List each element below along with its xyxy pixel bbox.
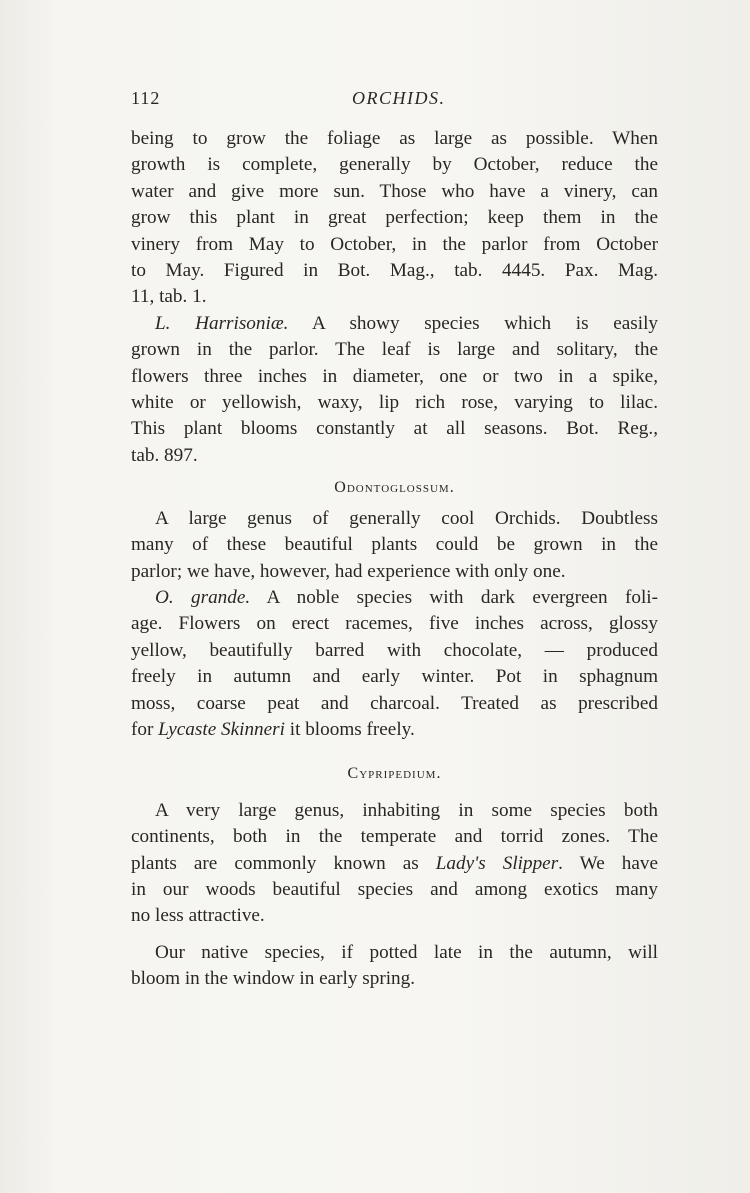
text-line: white or yellowish, waxy, lip rich rose, varying to lilac.: [131, 392, 658, 414]
paragraph-gap: [131, 930, 658, 940]
text-line: tab. 897.: [131, 444, 198, 466]
text-line: freely in autumn and early winter. Pot in sphagnum: [131, 666, 658, 688]
text-line: continents, both in the temperate and torrid zones. The: [131, 826, 658, 848]
text-line: moss, coarse peat and charcoal. Treated as prescribed: [131, 692, 658, 714]
paragraph-harrisoniae: [131, 311, 658, 469]
text-line: [131, 585, 658, 611]
body-text: [131, 126, 658, 993]
text-line: many of these beautiful plants could be grown in the: [131, 534, 658, 556]
page-number: 112: [131, 88, 161, 108]
text-line: [131, 851, 658, 877]
text-fragment: it blooms freely.: [284, 718, 415, 740]
text-line: A large genus of generally cool Orchids. Doubtless: [155, 507, 658, 529]
running-head: ORCHIDS.: [352, 88, 446, 108]
text-line: [131, 311, 658, 337]
text-line: being to grow the foliage as large as possible. When: [131, 128, 658, 149]
section-heading-cypripedium: Cypripedium.: [347, 765, 442, 783]
paragraph-grande: [131, 585, 658, 743]
text-line: parlor; we have, however, had experience with only one.: [131, 560, 566, 582]
text-fragment: for: [131, 718, 159, 740]
text-line: This plant blooms constantly at all seasons. Bot. Reg.,: [131, 418, 658, 440]
paragraph-odontoglossum: [131, 506, 658, 585]
text-line: A very large genus, inhabiting in some species both: [155, 799, 658, 821]
text-line: age. Flowers on erect racemes, five inches across, glossy: [131, 613, 658, 635]
text-line: grow this plant in great perfection; keep them in the: [131, 207, 658, 229]
text-line: vinery from May to October, in the parlor from October: [131, 233, 658, 255]
text-line: grown in the parlor. The leaf is large and solitary, the: [131, 339, 658, 361]
text-line: to May. Figured in Bot. Mag., tab. 4445. Pax. Mag.: [131, 260, 658, 282]
text-fragment: plants are commonly known as: [131, 852, 436, 874]
text-line: [131, 717, 658, 743]
text-line: yellow, beautifully barred with chocolate, — produced: [131, 639, 658, 661]
text-line: bloom in the window in early spring.: [131, 968, 416, 990]
page-header: [131, 88, 651, 114]
paragraph-native-species: [131, 940, 658, 993]
text-line: no less attractive.: [131, 905, 265, 927]
paragraph-cypripedium: [131, 798, 658, 930]
text-fragment: A noble species with dark evergreen foli-: [250, 586, 658, 608]
text-line: 11, tab. 1.: [131, 286, 207, 308]
text-fragment: . We have: [558, 852, 658, 874]
text-line: flowers three inches in diameter, one or two in a spike,: [131, 365, 658, 387]
species-reference: Lycaste Skinneri: [158, 718, 285, 740]
text-line: in our woods beautiful species and among exotics many: [131, 878, 658, 900]
species-name: L. Harrisoniæ.: [155, 312, 289, 334]
common-name: Lady's Slipper: [435, 852, 559, 874]
paragraph-foliage: [131, 126, 658, 311]
text-line: growth is complete, generally by October, reduce the: [131, 154, 658, 176]
text-line: water and give more sun. Those who have a vinery, can: [131, 180, 658, 202]
text-line: Our native species, if potted late in the autumn, will: [155, 941, 658, 963]
species-name: O. grande.: [155, 586, 251, 608]
section-heading-odontoglossum: Odontoglossum.: [334, 479, 455, 497]
text-fragment: A showy species which is easily: [288, 312, 658, 334]
